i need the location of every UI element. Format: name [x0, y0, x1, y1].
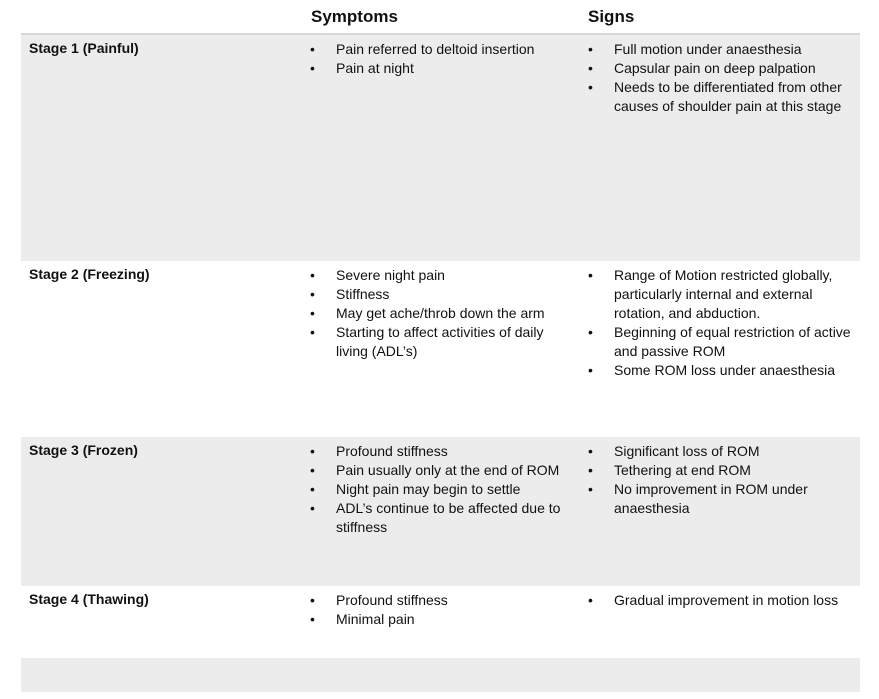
- list-item: • Needs to be differentiated from other causes of shoulder pain at this stage: [584, 78, 854, 116]
- list-item: • May get ache/throb down the arm: [306, 304, 571, 323]
- header-signs: Signs: [588, 7, 635, 26]
- symptoms-list: [306, 591, 571, 629]
- list-item: • Profound stiffness: [306, 442, 571, 461]
- list-item: • ADL’s continue to be affected due to stiffness: [306, 499, 571, 537]
- list-item: • Pain usually only at the end of ROM: [306, 461, 571, 480]
- list-item: • Severe night pain: [306, 266, 571, 285]
- list-item: • Full motion under anaesthesia: [584, 40, 854, 59]
- symptoms-list: [306, 266, 571, 361]
- list-item: • Tethering at end ROM: [584, 461, 854, 480]
- signs-list: [584, 442, 854, 518]
- symptoms-list: [306, 442, 571, 537]
- symptoms-list: [306, 40, 571, 78]
- list-item: • Significant loss of ROM: [584, 442, 854, 461]
- stage-label: Stage 4 (Thawing): [29, 591, 149, 607]
- stages-table: [21, 0, 860, 692]
- stage-label: Stage 2 (Freezing): [29, 266, 150, 282]
- signs-list: [584, 266, 854, 380]
- list-item: • Profound stiffness: [306, 591, 571, 610]
- stage-label: Stage 1 (Painful): [29, 40, 139, 56]
- table-row-stage-1: [21, 35, 860, 261]
- stage-label: Stage 3 (Frozen): [29, 442, 138, 458]
- list-item: • No improvement in ROM under anaesthesia: [584, 480, 854, 518]
- table-header: [21, 0, 860, 35]
- table-row-empty: [21, 658, 860, 692]
- list-item: • Gradual improvement in motion loss: [584, 591, 854, 610]
- list-item: • Starting to affect activities of daily living (ADL’s): [306, 323, 571, 361]
- header-symptoms: Symptoms: [311, 7, 398, 26]
- table-row-stage-2: [21, 261, 860, 437]
- table-row-stage-4: [21, 586, 860, 658]
- list-item: • Stiffness: [306, 285, 571, 304]
- list-item: • Night pain may begin to settle: [306, 480, 571, 499]
- signs-list: [584, 40, 854, 116]
- list-item: • Capsular pain on deep palpation: [584, 59, 854, 78]
- list-item: • Minimal pain: [306, 610, 571, 629]
- list-item: • Pain referred to deltoid insertion: [306, 40, 571, 59]
- table-row-stage-3: [21, 437, 860, 586]
- list-item: • Range of Motion restricted globally, particularly internal and external rotation, and abduction.: [584, 266, 854, 323]
- list-item: • Beginning of equal restriction of active and passive ROM: [584, 323, 854, 361]
- list-item: • Pain at night: [306, 59, 571, 78]
- signs-list: [584, 591, 854, 610]
- list-item: • Some ROM loss under anaesthesia: [584, 361, 854, 380]
